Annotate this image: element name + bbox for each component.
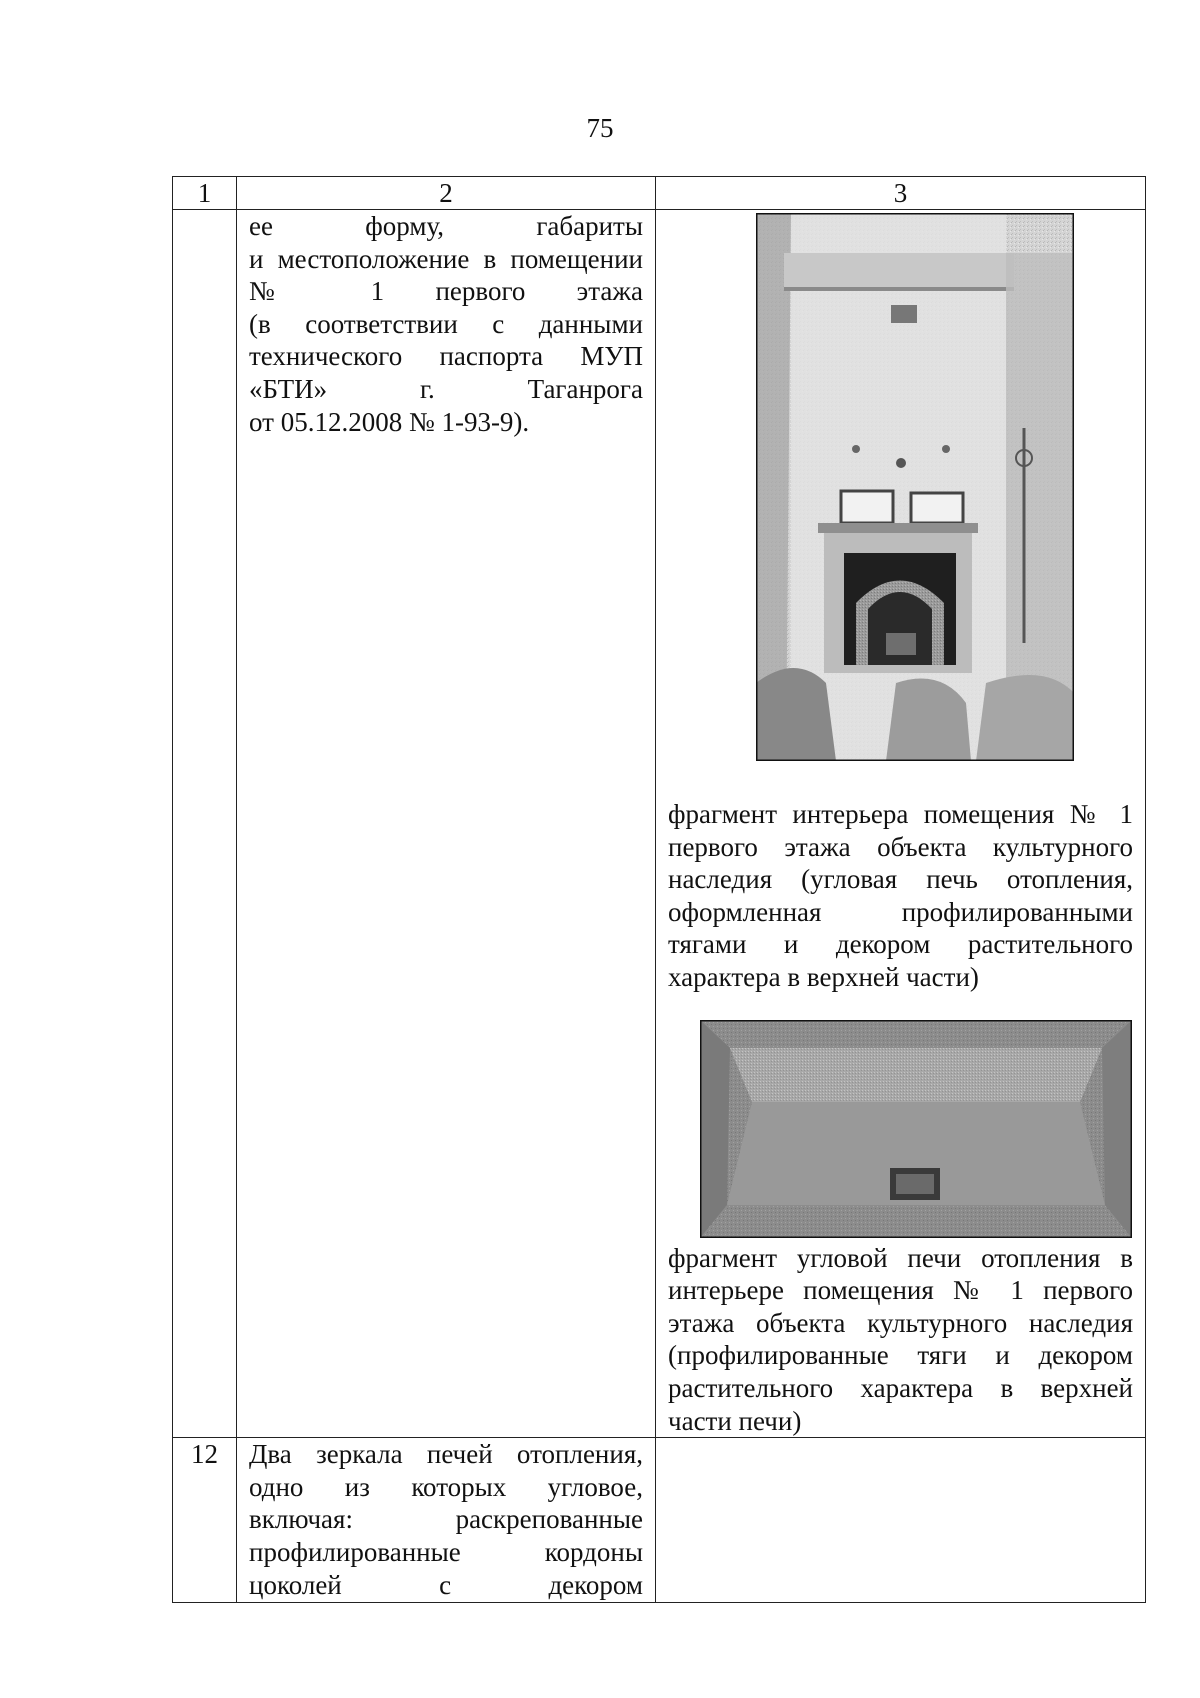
description-line: № 1 первого этажа (249, 276, 643, 307)
caption-line: первого этажа объекта культурного (668, 831, 1133, 862)
heritage-table (172, 176, 1146, 1603)
description-cell (237, 1438, 656, 1603)
table-row (173, 210, 1146, 1438)
caption-line: (профилированные тяги и декором (668, 1340, 1133, 1371)
caption-line: наследия (угловая печь отопления, (668, 864, 1133, 895)
caption-line: оформленная профилированными (668, 896, 1133, 927)
description-line: ее форму, габариты (249, 211, 643, 241)
photo-cell-empty (656, 1438, 1146, 1603)
stove-detail-photo (700, 1020, 1132, 1238)
caption-line: фрагмент интерьера помещения № 1 (668, 799, 1133, 829)
description-line: технического паспорта МУП (249, 341, 643, 372)
description-line: профилированные кордоны (249, 1536, 643, 1567)
caption-line: фрагмент угловой печи отопления в (668, 1242, 1133, 1273)
header-col-1: 1 (173, 177, 237, 210)
fireplace-photo (756, 213, 1074, 761)
caption-line: интерьере помещения № 1 первого (668, 1275, 1133, 1306)
header-col-3: 3 (656, 177, 1146, 210)
caption-line: растительного характера в верхней (668, 1372, 1133, 1403)
row-number-empty (173, 210, 237, 1438)
header-col-2: 2 (237, 177, 656, 210)
description-line: одно из которых угловое, (249, 1471, 643, 1502)
description-line: цоколей с декором (249, 1569, 643, 1600)
photo1-caption (668, 798, 1133, 994)
description-line: включая: раскрепованные (249, 1504, 643, 1535)
table-header-row (173, 177, 1146, 210)
photo2-caption (668, 1242, 1133, 1438)
caption-line: характера в верхней части) (668, 961, 979, 992)
table-row (173, 1438, 1146, 1603)
description-cell (237, 210, 656, 1438)
caption-line: части печи) (668, 1405, 802, 1436)
row-number: 12 (173, 1438, 237, 1603)
photo-cell (656, 210, 1146, 1438)
caption-line: тягами и декором растительного (668, 929, 1133, 960)
description-line: (в соответствии с данными (249, 308, 643, 339)
page-number: 75 (586, 113, 614, 143)
description-line: «БТИ» г. Таганрога (249, 373, 643, 404)
caption-line: этажа объекта культурного наследия (668, 1307, 1133, 1338)
description-line: и местоположение в помещении (249, 243, 643, 274)
description-line: от 05.12.2008 № 1-93-9). (249, 406, 530, 437)
description-line: Два зеркала печей отопления, (249, 1439, 643, 1470)
